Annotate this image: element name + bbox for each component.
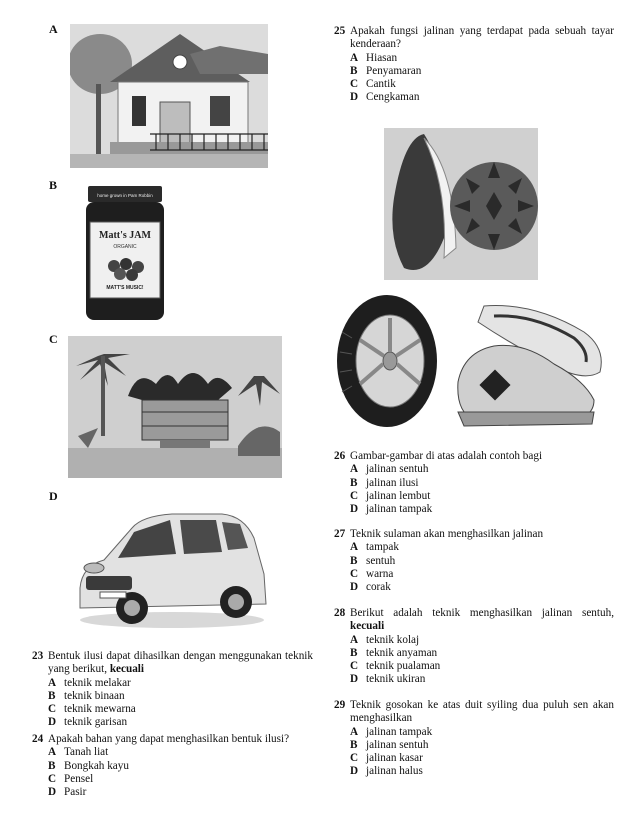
option-letter: A (350, 51, 359, 64)
option-b[interactable] (350, 739, 614, 752)
option-b[interactable] (350, 477, 614, 490)
question-text: Gambar-gambar di atas adalah contoh bagi (350, 450, 543, 462)
option-a[interactable] (48, 677, 313, 690)
option-c[interactable] (350, 660, 614, 673)
option-text: sentuh (366, 554, 396, 567)
question-number: 28 (334, 607, 346, 619)
option-a[interactable] (350, 541, 614, 554)
option-b[interactable] (48, 760, 313, 773)
option-d[interactable] (48, 786, 313, 799)
question-26 (334, 450, 614, 516)
option-text: Tanah liat (64, 746, 109, 759)
option-d[interactable] (350, 673, 614, 686)
option-letter: B (48, 689, 56, 702)
option-text: teknik garisan (64, 716, 128, 729)
option-d[interactable] (350, 91, 614, 104)
option-letter: D (350, 765, 359, 778)
option-letter: A (350, 463, 359, 476)
question-number: 26 (334, 450, 346, 462)
question-24 (32, 733, 313, 799)
option-text: Cantik (366, 78, 396, 91)
question-text: Bentuk ilusi dapat dihasilkan dengan menggunakan teknik yang berikut, (48, 650, 313, 676)
question-number: 25 (334, 25, 346, 37)
option-letter: C (350, 660, 359, 673)
car-photo (72, 504, 268, 630)
question-text: Apakah fungsi jalinan yang terdapat pada sebuah tayar kenderaan? (350, 25, 614, 51)
option-label-c: C (49, 332, 58, 346)
question-25 (334, 25, 614, 105)
question-keyword: kecuali (109, 663, 145, 676)
option-letter: A (48, 676, 57, 689)
option-letter: D (350, 91, 359, 104)
jar-organic-text: ORGANIC (113, 244, 137, 250)
option-text: corak (366, 581, 391, 594)
option-text: Pensel (64, 772, 94, 785)
question-text: Teknik sulaman akan menghasilkan jalinan (350, 528, 544, 540)
option-text: jalinan sentuh (366, 463, 429, 476)
question-text: Teknik gosokan ke atas duit syiling dua puluh sen akan menghasilkan (350, 699, 614, 725)
question-27 (334, 528, 614, 594)
option-text: teknik anyaman (366, 646, 438, 659)
option-label-a: A (49, 22, 58, 36)
option-text: teknik mewarna (64, 703, 136, 716)
option-text: teknik ukiran (366, 673, 426, 686)
option-text: tampak (366, 541, 399, 554)
option-c[interactable] (350, 78, 614, 91)
question-number: 27 (334, 528, 346, 540)
option-d[interactable] (350, 765, 614, 778)
option-text: jalinan ilusi (366, 476, 419, 489)
option-letter: B (350, 476, 358, 489)
shoes-photo (454, 302, 606, 430)
question-23 (32, 650, 313, 730)
option-text: jalinan sentuh (366, 738, 429, 751)
option-text: teknik melakar (64, 676, 131, 689)
option-a[interactable] (350, 634, 614, 647)
option-d[interactable] (350, 503, 614, 516)
option-letter: B (350, 64, 358, 77)
jar-music-text: MATT'S MUSIC! (106, 285, 144, 291)
option-letter: D (350, 503, 359, 516)
option-a[interactable] (350, 463, 614, 476)
option-text: jalinan tampak (366, 503, 433, 516)
option-letter: C (48, 772, 57, 785)
option-b[interactable] (48, 690, 313, 703)
option-c[interactable] (48, 703, 313, 716)
option-letter: C (350, 78, 359, 91)
option-letter: B (350, 646, 358, 659)
option-c[interactable] (350, 568, 614, 581)
question-number: 29 (334, 699, 346, 711)
option-letter: A (350, 725, 359, 738)
option-text: jalinan lembut (366, 489, 431, 502)
question-number: 24 (32, 733, 44, 745)
option-text: jalinan kasar (366, 752, 423, 765)
option-letter: B (350, 738, 358, 751)
house-photo (70, 24, 268, 168)
option-c[interactable] (48, 773, 313, 786)
option-text: teknik binaan (64, 689, 125, 702)
option-letter: A (350, 541, 359, 554)
option-text: Pasir (64, 786, 87, 799)
option-b[interactable] (350, 555, 614, 568)
question-29 (334, 699, 614, 779)
question-text: Berikut adalah teknik menghasilkan jalinan sentuh, (350, 607, 614, 619)
option-a[interactable] (48, 746, 313, 759)
option-letter: D (48, 716, 57, 729)
option-letter: B (350, 554, 358, 567)
question-28 (334, 607, 614, 687)
question-text: Apakah bahan yang dapat menghasilkan bentuk ilusi? (48, 733, 290, 745)
option-a[interactable] (350, 726, 614, 739)
jam-jar-photo (84, 186, 166, 322)
option-letter: D (48, 786, 57, 799)
option-c[interactable] (350, 490, 614, 503)
question-number: 23 (32, 650, 44, 662)
option-text: jalinan tampak (366, 725, 433, 738)
option-letter: C (350, 489, 359, 502)
option-text: Hiasan (366, 51, 398, 64)
option-b[interactable] (350, 65, 614, 78)
option-d[interactable] (350, 581, 614, 594)
question-keyword: kecuali (350, 620, 385, 633)
option-text: teknik kolaj (366, 633, 420, 646)
option-c[interactable] (350, 752, 614, 765)
option-text: jalinan halus (366, 765, 423, 778)
option-d[interactable] (48, 716, 313, 729)
option-a[interactable] (350, 52, 614, 65)
option-b[interactable] (350, 647, 614, 660)
option-letter: C (48, 703, 57, 716)
option-text: Bongkah kayu (64, 759, 129, 772)
option-text: warna (366, 567, 394, 580)
option-letter: B (48, 759, 56, 772)
rumah-minang-painting (68, 336, 282, 478)
option-letter: C (350, 752, 359, 765)
durian-photo (384, 128, 538, 280)
option-label-d: D (49, 489, 58, 503)
option-letter: A (350, 633, 359, 646)
option-letter: D (350, 673, 359, 686)
option-text: teknik pualaman (366, 660, 441, 673)
jar-top-text: home grown in Pam Robbin (97, 193, 153, 198)
option-letter: A (48, 746, 57, 759)
option-letter: C (350, 567, 359, 580)
option-text: Penyamaran (366, 64, 422, 77)
option-label-b: B (49, 178, 58, 192)
tyre-photo (334, 292, 440, 430)
jar-brand-text: Matt's JAM (99, 230, 151, 241)
option-text: Cengkaman (366, 91, 420, 104)
option-letter: D (350, 581, 359, 594)
